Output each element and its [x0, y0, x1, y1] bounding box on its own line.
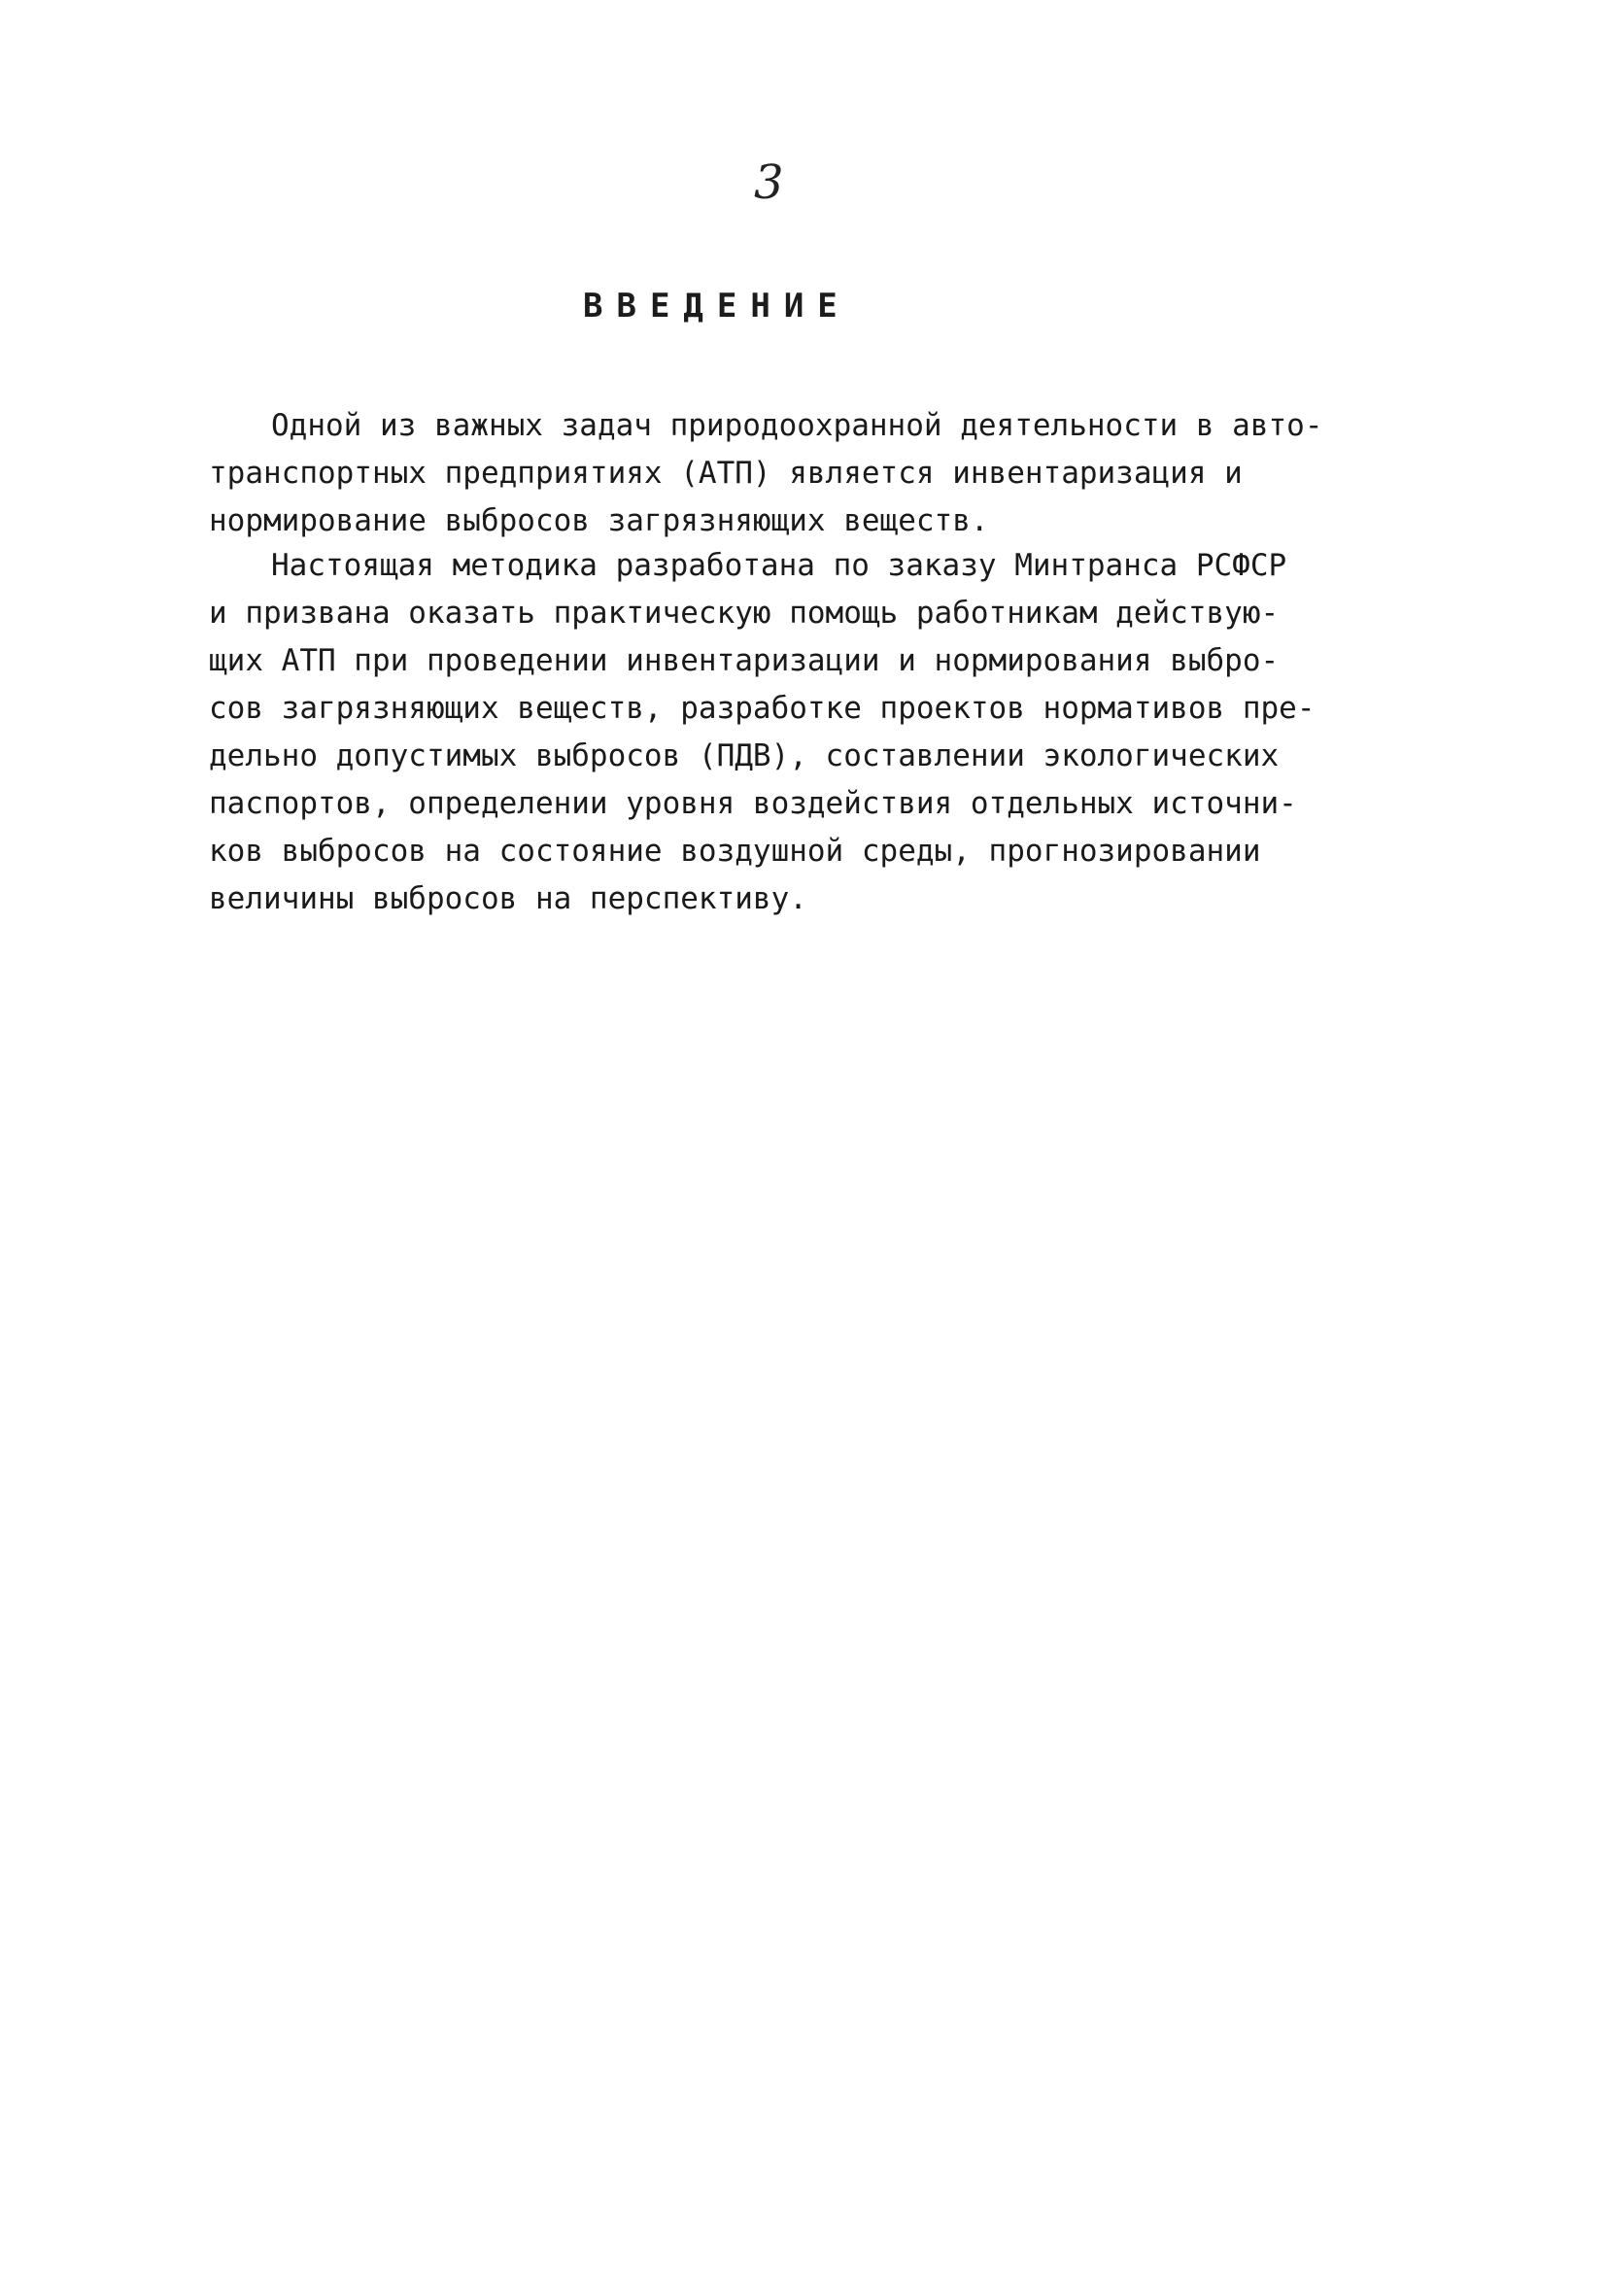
- text-line: и призвана оказать практическую помощь работникам действую-: [209, 596, 1280, 631]
- page-number: 3: [754, 155, 784, 210]
- text-line: дельно допустимых выбросов (ПДВ), составлении экологических: [209, 738, 1280, 773]
- text-line: Настоящая методика разработана по заказу Минтранса РСФСР: [271, 548, 1287, 583]
- text-line: сов загрязняющих веществ, разработке проектов нормативов пре-: [209, 691, 1316, 726]
- text-line: транспортных предприятиях (АТП) является инвентаризация и: [209, 456, 1243, 491]
- text-line: паспортов, определении уровня воздействия отдельных источни-: [209, 786, 1297, 821]
- text-line: ков выбросов на состояние воздушной среды, прогнозировании: [209, 834, 1261, 869]
- text-line: щих АТП при проведении инвентаризации и нормирования выбро-: [209, 643, 1280, 678]
- section-heading: ВВЕДЕНИЕ: [583, 287, 851, 326]
- paragraph-1: [209, 402, 1433, 545]
- text-line: нормирование выбросов загрязняющих веществ.: [209, 503, 989, 538]
- text-line: величины выбросов на перспективу.: [209, 881, 807, 916]
- paragraph-2: [209, 542, 1433, 923]
- text-line: Одной из важных задач природоохранной деятельности в авто-: [271, 408, 1323, 443]
